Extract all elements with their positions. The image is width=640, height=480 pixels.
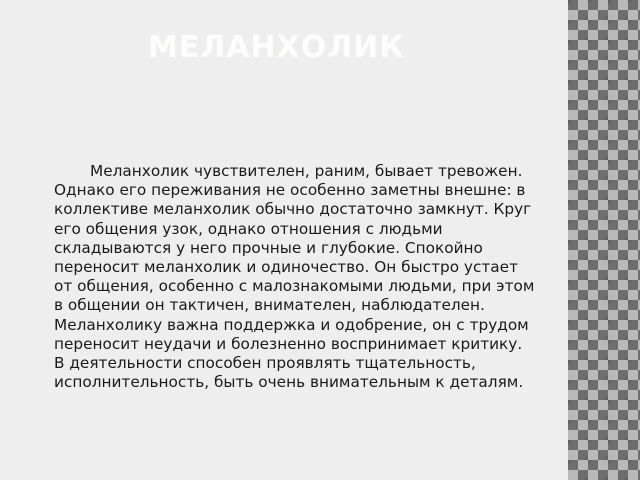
decorative-side-pattern — [568, 0, 640, 480]
slide-title: МЕЛАНХОЛИК — [148, 30, 405, 65]
slide-body-text: Меланхолик чувствителен, раним, бывает тревожен. Однако его переживания не особенно заметны внешне: в коллективе меланхолик обычно достаточно замкнут. Круг его общения узок, однако отношения с людьми складываются у него прочные и глубокие. Спокойно переносит меланхолик и одиночество. Он быстро устает от общения, особенно с малознакомыми людьми, при этом в общении он тактичен, внимателен, наблюдателен. Меланхолику важна поддержка и одобрение, он с трудом переносит неудачи и болезненно воспринимает критику. В деятельности способен проявлять тщательность, исполнительность, быть очень внимательным к деталям. — [54, 162, 535, 392]
